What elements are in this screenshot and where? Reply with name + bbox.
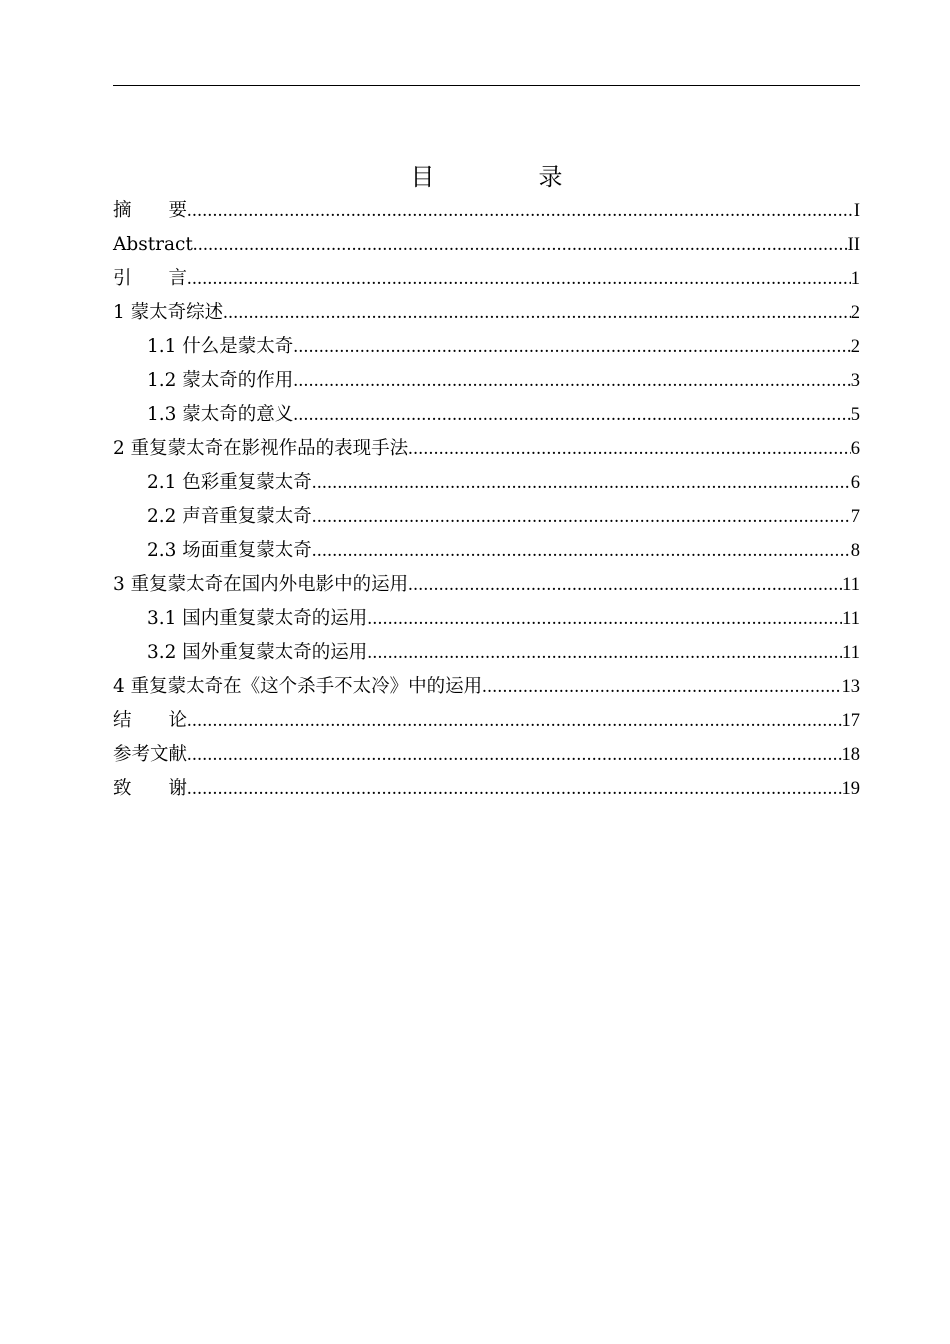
toc-dot-leader — [367, 602, 842, 636]
toc-entry-section-2-2[interactable] — [113, 500, 860, 534]
toc-dot-leader — [293, 364, 850, 398]
toc-entry-label: 结 论 — [113, 710, 188, 731]
toc-dot-leader — [367, 636, 842, 670]
toc-entry-label: 2.2 声音重复蒙太奇 — [147, 506, 312, 527]
toc-entry-label: 摘 要 — [113, 200, 188, 221]
toc-list — [113, 194, 860, 806]
toc-page-number: 17 — [841, 711, 860, 731]
toc-entry-references[interactable] — [113, 738, 860, 772]
toc-entry-section-1-1[interactable] — [113, 330, 860, 364]
toc-dot-leader — [408, 432, 851, 466]
toc-entry-section-2-1[interactable] — [113, 466, 860, 500]
toc-entry-label: 2.3 场面重复蒙太奇 — [147, 540, 312, 561]
toc-entry-label: 参考文献 — [113, 744, 188, 765]
toc-entry-section-1-2[interactable] — [113, 364, 860, 398]
toc-page-number: 3 — [850, 371, 860, 391]
toc-entry-label: 3.1 国内重复蒙太奇的运用 — [147, 608, 368, 629]
toc-entry-label: 2 重复蒙太奇在影视作品的表现手法 — [113, 438, 409, 459]
toc-page-number: 11 — [842, 575, 860, 595]
toc-page-number: 1 — [850, 269, 860, 289]
toc-entry-label: 致 谢 — [113, 778, 188, 799]
toc-entry-label: 引 言 — [113, 268, 188, 289]
toc-dot-leader — [187, 772, 841, 806]
toc-page-number: 11 — [842, 609, 860, 629]
toc-entry-section-1-3[interactable] — [113, 398, 860, 432]
toc-dot-leader — [293, 330, 850, 364]
toc-dot-leader — [312, 534, 851, 568]
toc-page-number: 7 — [850, 507, 860, 527]
toc-dot-leader — [312, 500, 851, 534]
toc-page-number: 2 — [850, 303, 860, 323]
header-rule — [113, 85, 860, 86]
toc-page-number: 5 — [850, 405, 860, 425]
toc-entry-section-3-1[interactable] — [113, 602, 860, 636]
toc-entry-label: 4 重复蒙太奇在《这个杀手不太冷》中的运用 — [113, 676, 483, 697]
toc-entry-label: 1.3 蒙太奇的意义 — [147, 404, 294, 425]
toc-page-number: 13 — [841, 677, 860, 697]
toc-entry-chapter-4[interactable] — [113, 670, 860, 704]
toc-dot-leader — [293, 398, 850, 432]
toc-dot-leader — [187, 194, 854, 228]
toc-entry-label: Abstract — [113, 234, 193, 255]
toc-dot-leader — [193, 228, 848, 262]
toc-entry-abstract-cn[interactable] — [113, 194, 860, 228]
toc-dot-leader — [312, 466, 851, 500]
toc-dot-leader — [482, 670, 841, 704]
toc-entry-conclusion[interactable] — [113, 704, 860, 738]
toc-dot-leader — [408, 568, 842, 602]
toc-entry-introduction[interactable] — [113, 262, 860, 296]
toc-entry-label: 1.1 什么是蒙太奇 — [147, 336, 294, 357]
toc-page-number: 8 — [850, 541, 860, 561]
toc-page-number: 6 — [850, 473, 860, 493]
toc-page-number: II — [847, 235, 860, 255]
toc-page-number: 6 — [850, 439, 860, 459]
toc-entry-chapter-1[interactable] — [113, 296, 860, 330]
toc-entry-label: 2.1 色彩重复蒙太奇 — [147, 472, 312, 493]
toc-entry-label: 1 蒙太奇综述 — [113, 302, 224, 323]
toc-page-number: I — [853, 201, 860, 221]
toc-title: 目 录 — [410, 163, 603, 191]
toc-entry-section-2-3[interactable] — [113, 534, 860, 568]
toc-entry-section-3-2[interactable] — [113, 636, 860, 670]
toc-entry-chapter-2[interactable] — [113, 432, 860, 466]
toc-page-number: 2 — [850, 337, 860, 357]
toc-entry-chapter-3[interactable] — [113, 568, 860, 602]
toc-dot-leader — [187, 262, 851, 296]
toc-page-number: 18 — [841, 745, 860, 765]
toc-entry-label: 3 重复蒙太奇在国内外电影中的运用 — [113, 574, 409, 595]
toc-entry-acknowledgements[interactable] — [113, 772, 860, 806]
toc-dot-leader — [187, 704, 841, 738]
toc-dot-leader — [187, 738, 841, 772]
toc-entry-label: 1.2 蒙太奇的作用 — [147, 370, 294, 391]
toc-page-number: 19 — [841, 779, 860, 799]
toc-entry-label: 3.2 国外重复蒙太奇的运用 — [147, 642, 368, 663]
toc-entry-abstract-en[interactable] — [113, 228, 860, 262]
toc-dot-leader — [223, 296, 851, 330]
toc-page-number: 11 — [842, 643, 860, 663]
